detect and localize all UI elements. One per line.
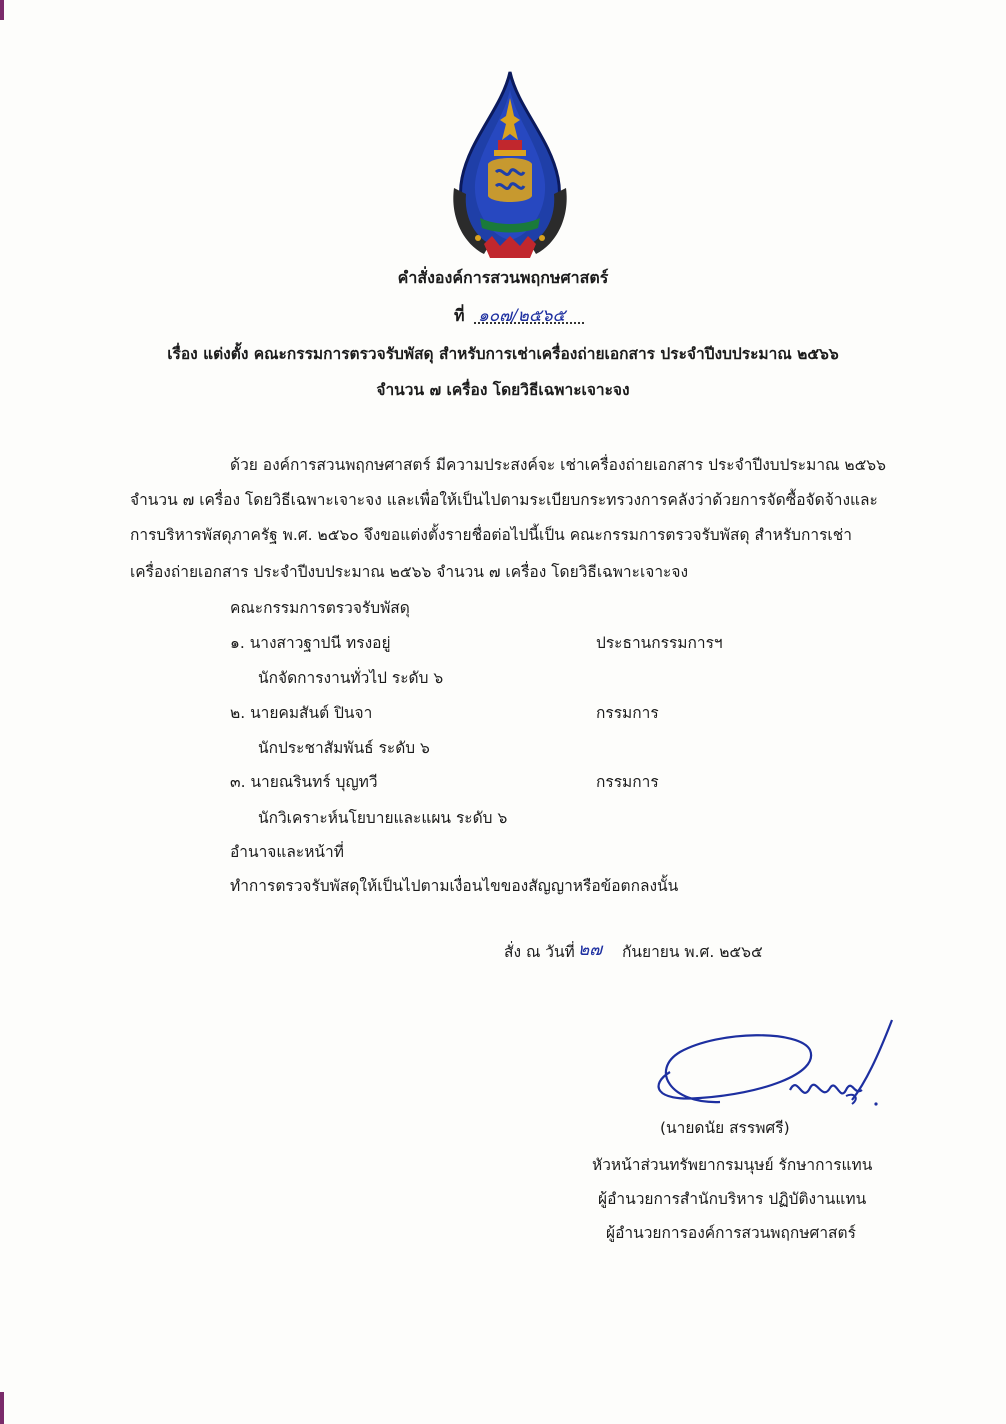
body-paragraph-line: การบริหารพัสดุภาครัฐ พ.ศ. ๒๕๖๐ จึงขอแต่งตั้งรายชื่อต่อไปนี้เป็น คณะกรรมการตรวจรับพัสดุ สำหรับการเช่า [130,526,852,544]
committee-member-role: กรรมการ [596,704,659,722]
order-number-label: ที่ [454,306,465,325]
order-title: คำสั่งองค์การสวนพฤกษศาสตร์ [397,268,609,287]
scan-edge-mark [0,1392,4,1424]
order-number-handwritten: ๑๐๗/๒๕๖๕ [478,306,566,326]
handwritten-signature [640,1012,910,1122]
committee-member-position: นักประชาสัมพันธ์ ระดับ ๖ [258,739,430,757]
body-paragraph-line: ด้วย องค์การสวนพฤกษศาสตร์ มีความประสงค์จะ เช่าเครื่องถ่ายเอกสาร ประจำปีงบประมาณ ๒๕๖๖ [230,456,886,474]
order-date-prefix: สั่ง ณ วันที่ [504,943,575,961]
committee-member-name: ๒. นายคมสันต์ ปินจา [230,704,373,722]
duty-heading: อำนาจและหน้าที่ [230,843,344,861]
order-date-day-handwritten: ๒๗ [578,940,602,960]
body-paragraph-line: จำนวน ๗ เครื่อง โดยวิธีเฉพาะเจาะจง และเพื่อให้เป็นไปตามระเบียบกระทรวงการคลังว่าด้วยการจัดซื้อจัดจ้างและ [130,491,878,509]
subject-line-2: จำนวน ๗ เครื่อง โดยวิธีเฉพาะเจาะจง [376,381,630,399]
order-date-suffix: กันยายน พ.ศ. ๒๕๖๕ [622,943,763,961]
committee-heading: คณะกรรมการตรวจรับพัสดุ [230,599,410,617]
signatory-name: (นายดนัย สรรพศรี) [660,1119,790,1137]
subject-line-1: เรื่อง แต่งตั้ง คณะกรรมการตรวจรับพัสดุ สำหรับการเช่าเครื่องถ่ายเอกสาร ประจำปีงบประมาณ ๒๕๖๖ [167,345,839,363]
committee-member-name: ๓. นายณรินทร์ บุญทวี [230,773,378,791]
committee-member-position: นักวิเคราะห์นโยบายและแผน ระดับ ๖ [258,809,508,827]
signatory-title-line: ผู้อำนวยการสำนักบริหาร ปฏิบัติงานแทน [598,1190,867,1208]
body-paragraph-line: เครื่องถ่ายเอกสาร ประจำปีงบประมาณ ๒๕๖๖ จำนวน ๗ เครื่อง โดยวิธีเฉพาะเจาะจง [130,563,689,581]
organization-emblem [440,68,580,268]
scan-edge-mark [0,0,4,20]
signatory-title-line: หัวหน้าส่วนทรัพยากรมนุษย์ รักษาการแทน [592,1156,873,1174]
duty-text: ทำการตรวจรับพัสดุให้เป็นไปตามเงื่อนไขของสัญญาหรือข้อตกลงนั้น [230,877,679,895]
signatory-title-line: ผู้อำนวยการองค์การสวนพฤกษศาสตร์ [606,1224,856,1242]
committee-member-role: กรรมการ [596,773,659,791]
committee-member-name: ๑. นางสาวฐาปนี ทรงอยู่ [230,634,391,652]
committee-member-role: ประธานกรรมการฯ [596,634,723,652]
committee-member-position: นักจัดการงานทั่วไป ระดับ ๖ [258,669,444,687]
